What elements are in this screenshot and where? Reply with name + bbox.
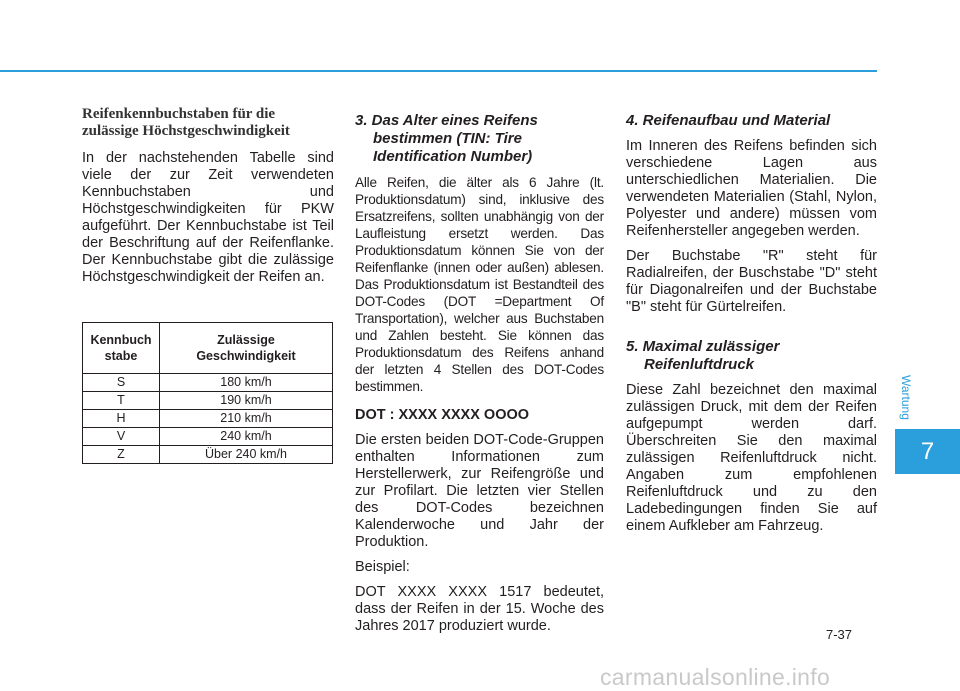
table-cell-letter: H [83, 410, 160, 428]
table-row [83, 428, 333, 446]
page-number: 7-37 [826, 627, 853, 642]
table-cell-speed: 240 km/h [160, 428, 333, 446]
chapter-number-tab[interactable]: 7 [895, 429, 960, 474]
header-rule [0, 70, 877, 72]
table-row [83, 410, 333, 428]
watermark: carmanualsonline.info [600, 664, 831, 690]
max-pressure-paragraph: Diese Zahl bezeichnet den maximal zulässigen Druck, mit dem der Reifen aufgepumpt werden darf. Überschreiten Sie den maximal zulässigen Reifenluftdruck nicht. Angaben zum empfohlenen Reifenluftdruck und zu den Ladebedingungen finden Sie auf einem Aufkleber am Fahrzeug. [626, 382, 877, 534]
table-cell-letter: V [83, 428, 160, 446]
example-text: DOT XXXX XXXX 1517 bedeutet, dass der Reifen in der 15. Woche des Jahres 2017 produziert wurde. [355, 584, 604, 634]
example-label: Beispiel: [355, 559, 410, 575]
construction-paragraph: Im Inneren des Reifens befinden sich verschiedene Lagen aus unterschiedlichen Materialien. Die verwendeten Materialien (Stahl, Nylon, Polyester und andere) müssen vom Reifenhersteller angegeben werden. [626, 138, 877, 239]
table-cell-letter: T [83, 392, 160, 410]
column-3 [626, 112, 877, 543]
dot-code-explanation: Die ersten beiden DOT-Code-Gruppen enthalten Informationen zum Herstellerwerk, zur Reifengröße und zur Profilart. Die letzten vier Stellen des DOT-Codes bezeichnen Kalenderwoche und Jahr der Produktion. [355, 432, 604, 550]
table-header-speed: Zulässige Geschwindigkeit [196, 333, 296, 363]
table-header-row [83, 323, 333, 374]
table-cell-speed: 180 km/h [160, 374, 333, 392]
table-cell-speed: 210 km/h [160, 410, 333, 428]
column-1 [82, 106, 334, 294]
table-cell-speed: Über 240 km/h [160, 446, 333, 464]
speed-rating-table [82, 322, 333, 464]
tire-age-paragraph: Alle Reifen, die älter als 6 Jahre (lt. Produktionsdatum) sind, inklusive des Ersatzreifens, sollten unabhängig von der Laufleistung ersetzt werden. Das Produktionsdatum können Sie von der Reifenflanke (innen oder außen) ablesen. Das Produktionsdatum ist Bestandteil des DOT-Codes (DOT =Department Of Transportation), welcher aus Buchstaben und Zahlen besteht. Sie können das Produktionsdatum des Reifens anhand der letzten 4 Stellen des DOT-Codes bestimmen. [355, 175, 604, 394]
table-row [83, 392, 333, 410]
table-cell-letter: Z [83, 446, 160, 464]
table-row [83, 374, 333, 392]
tire-type-letters-paragraph: Der Buchstabe "R" steht für Radialreifen, der Buschstabe "D" steht für Diagonalreifen und der Buchstabe "B" steht für Gürtelreifen. [626, 248, 877, 315]
section-heading-tire-age: 3. Das Alter eines Reifens bestimmen (TIN: Tire Identification Number) [355, 112, 538, 165]
table-header-letter: Kennbuch stabe [83, 323, 160, 374]
section-heading-max-pressure: 5. Maximal zulässiger Reifenluftdruck [626, 338, 780, 373]
speed-symbols-paragraph: In der nachstehenden Tabelle sind viele der zur Zeit verwendeten Kennbuchstaben und Höchstgeschwindigkeiten für PKW aufgeführt. Der Kennbuchstabe ist Teil der Beschriftung auf der Reifenflanke. Der Kennbuchstabe gibt die zulässige Höchstgeschwindigkeit der Reifen an. [82, 150, 334, 285]
dot-code-format: DOT : XXXX XXXX OOOO [355, 407, 530, 423]
column-2 [355, 112, 604, 643]
section-heading-speed-symbols: Reifenkennbuchstaben für die zulässige Höchstgeschwindigkeit [82, 106, 290, 139]
table-cell-letter: S [83, 374, 160, 392]
table-row [83, 446, 333, 464]
table-cell-speed: 190 km/h [160, 392, 333, 410]
chapter-side-label: Wartung [899, 375, 913, 420]
section-heading-construction: 4. Reifenaufbau und Material [626, 112, 831, 129]
